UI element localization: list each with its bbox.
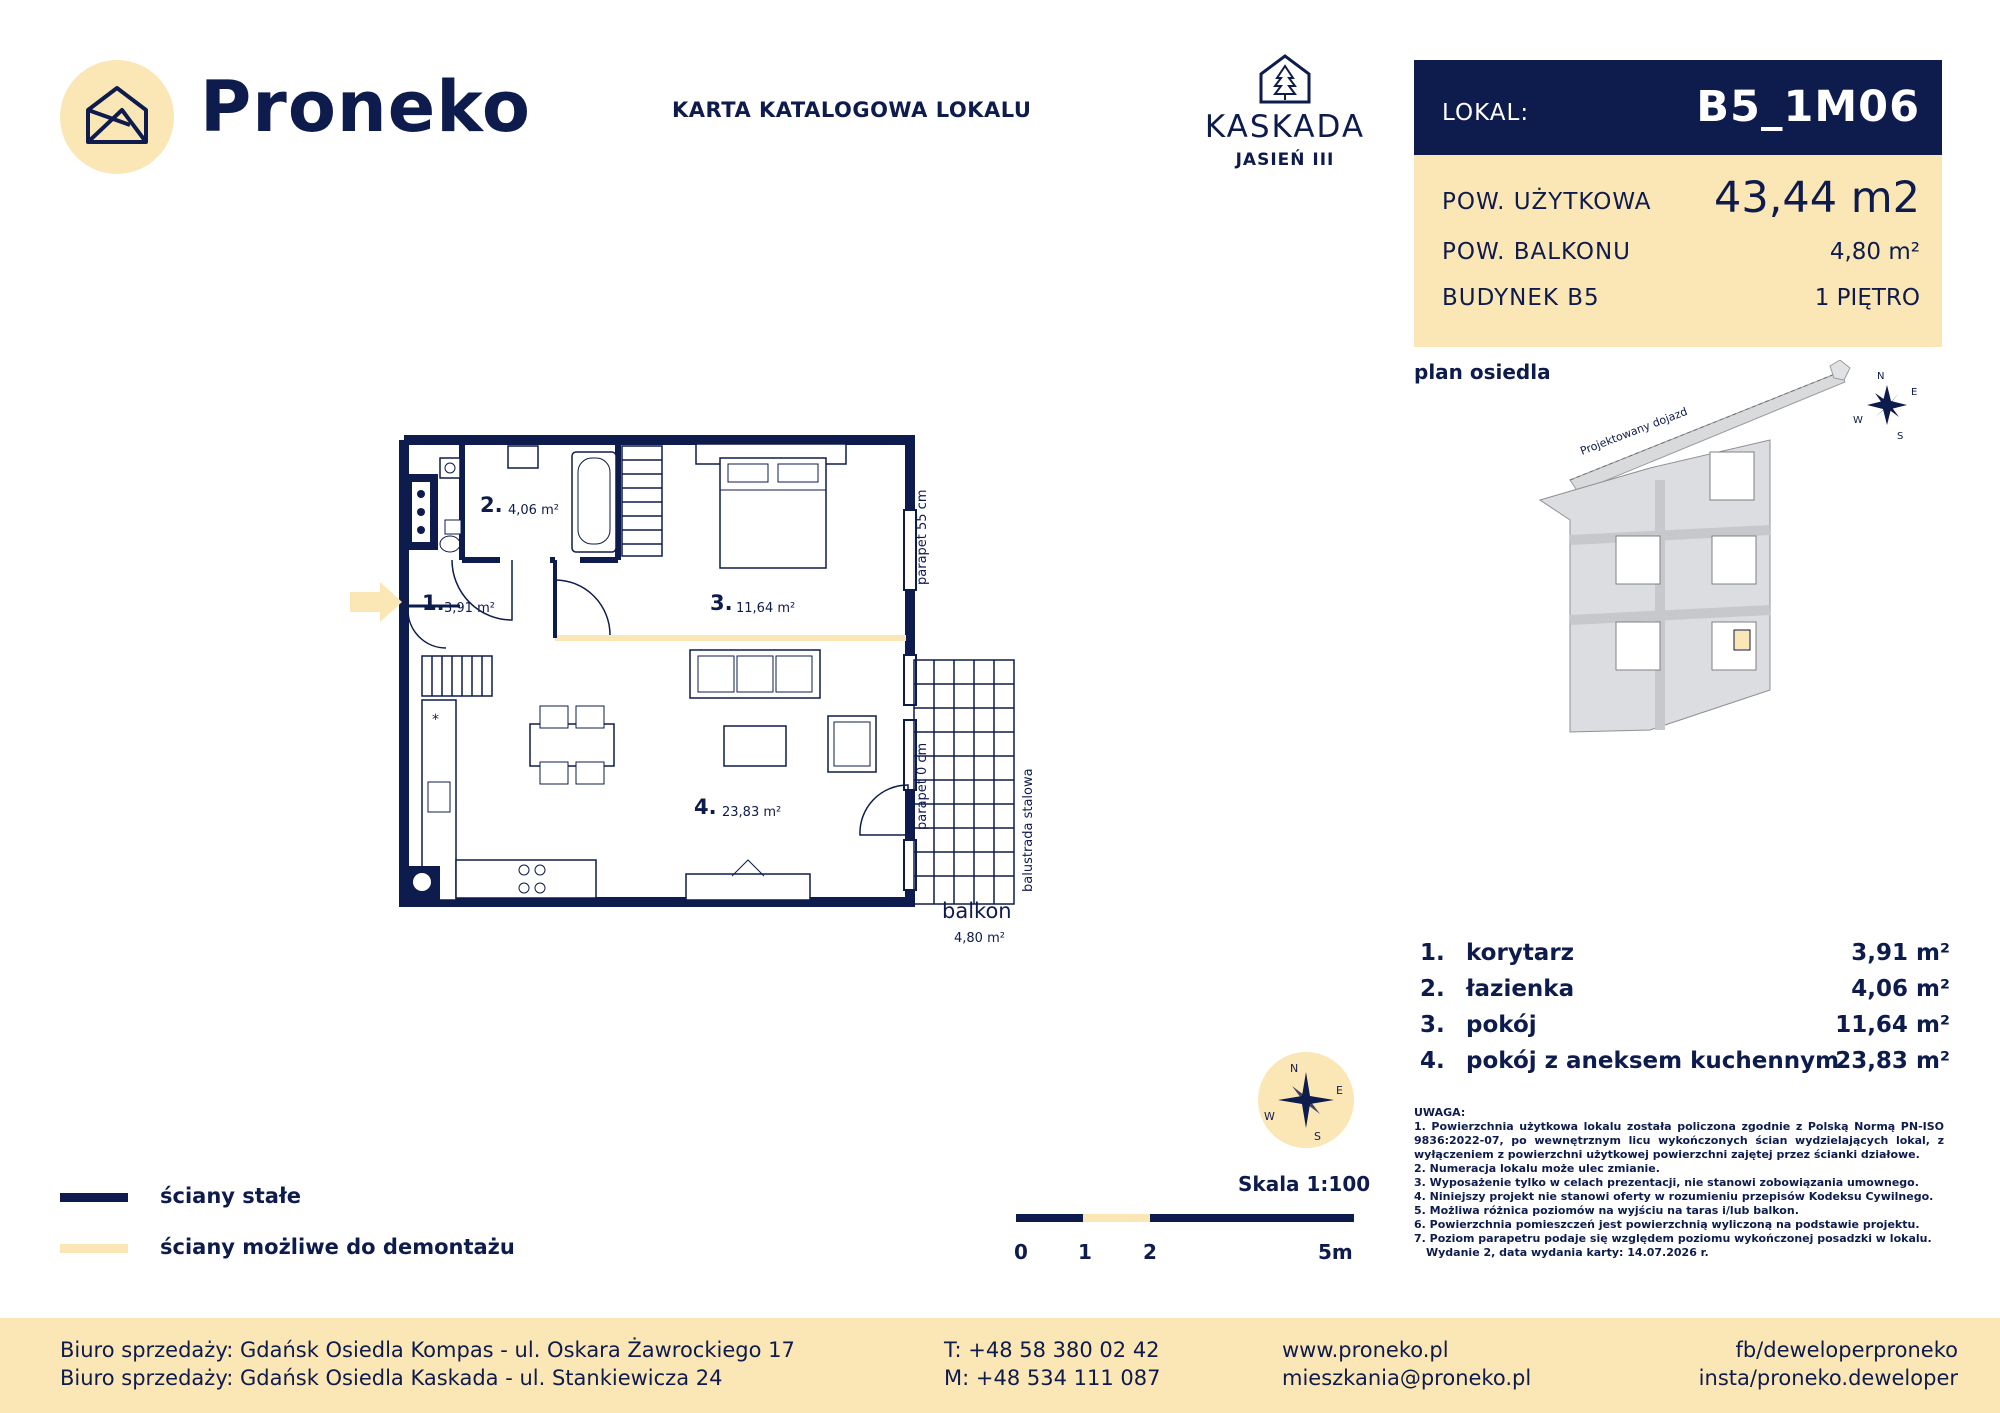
scale-title: Skala 1:100 — [1238, 1172, 1371, 1196]
legend-removable-swatch — [60, 1244, 128, 1253]
parapet-0-label: parapet 0 cm — [915, 742, 930, 830]
list-item: 2. łazienka 4,06 m² — [1420, 976, 1950, 1002]
balcony-area-label: POW. BALKONU — [1442, 239, 1631, 265]
note-1: 1. Powierzchnia użytkowa lokalu została policzona zgodnie z Polską Normą PN-ISO 9836:2022-07, po wewnętrznym licu wykończonych ścian wydzielających lokal, z wyłączeniem z powierzchni użytkowej powierzchni zajętej przez ścianki działowe. — [1414, 1120, 1944, 1161]
mobile-number[interactable]: M: +48 534 111 087 — [944, 1366, 1161, 1390]
email-link[interactable]: mieszkania@proneko.pl — [1282, 1366, 1532, 1390]
list-item: 4. pokój z aneksem kuchennym 23,83 m² — [1420, 1048, 1950, 1074]
logo-badge — [60, 60, 174, 174]
project-name: KASKADA — [1204, 109, 1366, 145]
floor-value: 1 PIĘTRO — [1814, 285, 1920, 311]
balcony-label: balkon — [942, 899, 1012, 923]
site-plan-title: plan osiedla — [1414, 360, 1551, 384]
notes — [1414, 1106, 1944, 1260]
room-list — [1420, 940, 1950, 1084]
edition-note: Wydanie 2, data wydania karty: 14.07.2026 r. — [1426, 1246, 1709, 1259]
scale-tick-0: 0 — [1014, 1240, 1028, 1264]
note-7: 7. Poziom parapetru podaje się względem poziomu wykończonej posadzki w lokalu. — [1414, 1232, 1932, 1245]
parapet-55-label: parapet 55 cm — [915, 489, 930, 585]
document-title: KARTA KATALOGOWA LOKALU — [672, 98, 1032, 122]
legend-fixed-label: ściany stałe — [160, 1184, 302, 1208]
house-envelope-icon — [60, 60, 174, 174]
balcony-area-plan: 4,80 m² — [954, 931, 1005, 946]
entrance-arrow-icon — [350, 582, 402, 622]
notes-title: UWAGA: — [1414, 1106, 1466, 1119]
building-label: BUDYNEK B5 — [1442, 285, 1600, 311]
facebook-link[interactable]: fb/deweloperproneko — [1735, 1338, 1958, 1362]
footer — [0, 1318, 2000, 1413]
project-subtitle: JASIEŃ III — [1235, 150, 1335, 170]
compass-rose-icon — [1258, 1052, 1354, 1148]
room-2-area: 4,06 m² — [508, 503, 559, 518]
note-3: 3. Wyposażenie tylko w celach prezentacji, nie stanowi zobowiązania umownego. — [1414, 1176, 1919, 1189]
unit-header — [1414, 60, 1942, 155]
svg-text:N: N — [1877, 371, 1885, 382]
svg-text:N: N — [1290, 1062, 1299, 1075]
note-5: 5. Możliwa różnica poziomów na wyjściu na taras i/lub balkon. — [1414, 1204, 1799, 1217]
note-4: 4. Niniejszy projekt nie stanowi oferty w rozumieniu przepisów Kodeksu Cywilnego. — [1414, 1190, 1934, 1203]
list-item: 3. pokój 11,64 m² — [1420, 1012, 1950, 1038]
note-6: 6. Powierzchnia pomieszczeń jest powierzchnią wyliczoną na podstawie projektu. — [1414, 1218, 1920, 1231]
svg-text:S: S — [1314, 1130, 1321, 1143]
brand-name: Proneko — [200, 66, 531, 148]
plan-compass — [1258, 1052, 1354, 1148]
room-2-num: 2. — [480, 493, 503, 517]
scale-tick-5: 5m — [1318, 1240, 1353, 1264]
svg-text:S: S — [1897, 431, 1904, 442]
svg-text:W: W — [1853, 415, 1863, 426]
list-item: 1. korytarz 3,91 m² — [1420, 940, 1950, 966]
svg-text:W: W — [1264, 1110, 1275, 1123]
site-compass-icon — [1853, 371, 1917, 442]
scale-tick-1: 1 — [1078, 1240, 1092, 1264]
svg-text:E: E — [1911, 387, 1918, 398]
room-3-num: 3. — [710, 591, 733, 615]
scale-bar — [1016, 1214, 1354, 1222]
unit-label: LOKAL: — [1442, 100, 1530, 126]
phone-number[interactable]: T: +48 58 380 02 42 — [944, 1338, 1160, 1362]
legend-removable-label: ściany możliwe do demontażu — [160, 1235, 515, 1259]
unit-code: B5_1M06 — [1696, 82, 1920, 132]
instagram-link[interactable]: insta/proneko.deweloper — [1698, 1366, 1958, 1390]
usable-area-label: POW. UŻYTKOWA — [1442, 189, 1652, 215]
unit-details — [1414, 155, 1942, 347]
svg-text:E: E — [1336, 1084, 1343, 1097]
railing-label: balustrada stalowa — [1021, 768, 1036, 892]
website-link[interactable]: www.proneko.pl — [1282, 1338, 1449, 1362]
scale-tick-2: 2 — [1143, 1240, 1157, 1264]
road-label: Projektowany dojazd — [1578, 404, 1690, 458]
balcony-area-value: 4,80 m² — [1829, 239, 1920, 265]
floor-plan — [340, 430, 1080, 970]
house-tree-icon — [1257, 52, 1313, 104]
office-address-2: Biuro sprzedaży: Gdańsk Osiedla Kaskada - ul. Stankiewicza 24 — [60, 1366, 723, 1390]
svg-text:*: * — [432, 712, 439, 728]
note-2: 2. Numeracja lokalu może ulec zmianie. — [1414, 1162, 1660, 1175]
room-1-num: 1. — [422, 591, 445, 615]
usable-area-value: 43,44 m2 — [1713, 173, 1920, 223]
room-3-area: 11,64 m² — [736, 601, 796, 616]
room-4-num: 4. — [694, 795, 717, 819]
room-4-area: 23,83 m² — [722, 805, 782, 820]
room-1-area: 3,91 m² — [444, 601, 495, 616]
legend-fixed-swatch — [60, 1193, 128, 1202]
site-plan-map — [1530, 360, 1930, 740]
office-address-1: Biuro sprzedaży: Gdańsk Osiedla Kompas - ul. Oskara Żawrockiego 17 — [60, 1338, 795, 1362]
